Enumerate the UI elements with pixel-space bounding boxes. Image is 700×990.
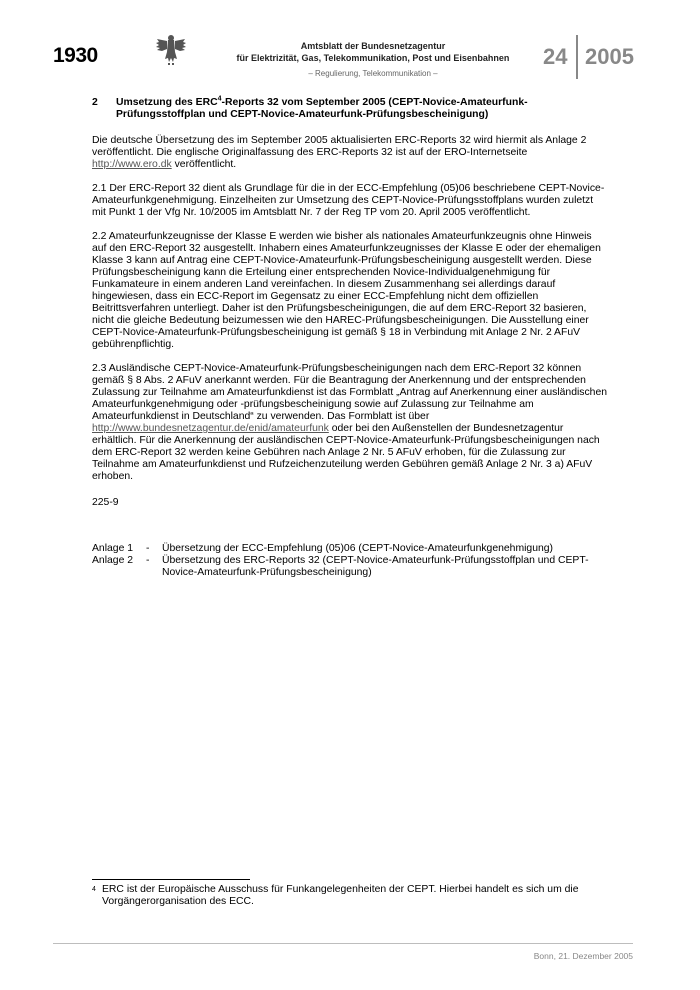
paragraph-2-3-text: 2.3 Ausländische CEPT-Novice-Amateurfunk-Prüfungsbescheinigungen nach dem ERC-Report 32 können gemäß § 8 Abs. 2 AFuV anerkannt werden. Für die Beantragung der Anerkennung und der entsprechenden Zulassung zur Teilnahme am Amateurfunkdienst ist das Formblatt „Antrag auf Anerkennung einer ausländischen Amateurfunkgenehmigung oder -prüfungsbescheinigung sowie auf Zulassung zur Teilnahme am Amateurfunkdienst in Deutschland“ zu verwenden. Das Formblatt ist über [92,363,608,422]
footnote-text: ERC ist der Europäische Ausschuss für Funkangelegenheiten der CEPT. Hierbei handelt es sich um die Vorgängerorganisation des ECC. [102,884,579,907]
section-number: 2 [92,97,98,108]
publication-title-line-2: für Elektrizität, Gas, Telekommunikation, Post und Eisenbahnen [236,53,510,63]
annex-dash: - [146,555,150,566]
annex-list [92,543,607,579]
ero-link[interactable]: http://www.ero.dk [92,159,172,170]
footnote [92,884,607,908]
issue-number: 24 [543,44,568,69]
section-title-part-2: -Reports 32 vom September 2005 (CEPT-Novice-Amateurfunk-Prüfungsstoffplan und CEPT-Novice-Amateurfunk-Prüfungsbescheinigung) [116,97,528,120]
paragraph-2-1: 2.1 Der ERC-Report 32 dient als Grundlage für die in der ECC-Empfehlung (05)06 beschriebene CEPT-Novice-Amateurfunkgenehmigung. Einzelheiten zur Umsetzung des CEPT-Novice-Prüfungsstoffplans wurden zuletzt mit Punkt 1 der Vfg Nr. 10/2005 im Amtsblatt Nr. 7 der Reg TP vom 20. April 2005 veröffentlicht. [92,183,605,218]
publication-subtitle: – Regulierung, Telekommunikation – [308,69,438,78]
page-number: 1930 [53,44,98,67]
annex-label: Anlage 2 [92,555,134,566]
federal-eagle-icon [155,32,187,66]
footer-divider [53,943,633,944]
publication-title-line-1: Amtsblatt der Bundesnetzagentur [300,41,446,51]
footer-date: Bonn, 21. Dezember 2005 [533,951,633,961]
intro-text-after: veröffentlicht. [171,159,237,170]
annex-item [92,543,607,555]
bundesnetzagentur-link[interactable]: http://www.bundesnetzagentur.de/enid/amateurfunk [92,423,329,434]
annex-text: Übersetzung der ECC-Empfehlung (05)06 (CEPT-Novice-Amateurfunkgenehmigung) [162,543,553,554]
issue-year: 2005 [585,44,634,69]
issue-divider [576,35,578,79]
footnote-reference[interactable]: 4 [217,95,222,103]
annex-dash: - [146,543,150,554]
reference-code: 225-9 [92,497,119,508]
annex-label: Anlage 1 [92,543,134,554]
paragraph-2-3 [92,363,607,483]
main-content [92,97,607,579]
intro-text: Die deutsche Übersetzung des im September 2005 aktualisierten ERC-Reports 32 wird hiermit als Anlage 2 veröffentlicht. Die englische Originalfassung des ERC-Reports 32 ist auf der ERO-Internetseite [92,135,587,158]
paragraph-2-2: 2.2 Amateurfunkzeugnisse der Klasse E werden wie bisher als nationales Amateurfunkzeugnis ohne Hinweis auf den ERC-Report 32 ausgestellt. Inhabern eines Amateurfunkzeugnisses der Klasse E oder der ehemaligen Klasse 3 kann auf Antrag eine CEPT-Novice-Amateurfunk-Prüfungsbescheinigung ausgestellt werden. Diese Prüfungsbescheinigung kann die Erteilung einer entsprechenden Novice-Individualgenehmigung für Funkamateure in einem anderen Land vereinfachen. In diesem Zusammenhang sei allerdings darauf hingewiesen, dass ein ECC-Report im Gegensatz zu einer ECC-Empfehlung nicht dem offiziellen Beitrittsverfahren unterliegt. Daher ist den Prüfungsbescheinigungen, die auf dem ERC-Report 32 basieren, nicht die gleiche Bedeutung beizumessen wie den HAREC-Prüfungsbescheinigungen. Die Ausstellung einer CEPT-Novice-Amateurfunk-Prüfungsbescheinigung ist gemäß § 18 in Verbindung mit Anlage 2 Nr. 2 AFuV gebührenpflichtig. [92,231,601,350]
footnote-number: 4 [92,886,96,893]
section-title [116,97,607,121]
publication-title-block [228,40,518,81]
intro-paragraph [92,135,607,171]
paragraph-2-3-text-after: oder bei den Außenstellen der Bundesnetzagentur erhältlich. Für die Anerkennung der ausländischen CEPT-Novice-Amateurfunk-Prüfungsbescheinigungen nach dem ERC-Report 32 werden keine Gebühren nach Anlage 2 Nr. 5 AFuV erhoben, für die Zulassung zur Teilnahme am Amateurfunkdienst und Rufzeichenzuteilung werden Gebühren gemäß Anlage 2 Nr. 3 a) AFuV erhoben. [92,423,600,482]
annex-item [92,555,607,579]
section-heading [92,97,607,121]
footnote-separator [92,879,250,880]
section-title-part-1: Umsetzung des ERC [116,97,218,108]
annex-text: Übersetzung des ERC-Reports 32 (CEPT-Novice-Amateurfunk-Prüfungsstoffplan und CEPT-Novice-Amateurfunk-Prüfungsbescheinigung) [162,555,589,578]
